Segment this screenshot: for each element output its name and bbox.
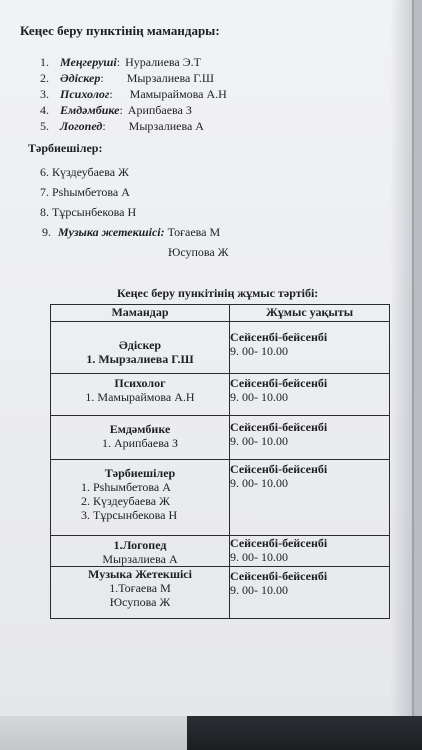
dark-surface — [187, 716, 422, 750]
staff-item-2: 2. Әдіскер: Мырзалиева Г.Ш — [40, 71, 214, 85]
schedule-table — [50, 304, 390, 619]
row-time: Сейсенбі-бейсенбі 9. 00- 10.00 — [230, 536, 390, 567]
row-time: Сейсенбі-бейсенбі 9. 00- 10.00 — [230, 322, 390, 374]
educator-item-7: 7. Рshымбетова А — [40, 185, 130, 199]
row-time: Сейсенбі-бейсенбі 9. 00- 10.00 — [230, 416, 390, 460]
table-row — [51, 416, 390, 460]
table-row — [51, 567, 390, 619]
header-work-time: Жұмыс уақыты — [230, 305, 390, 322]
row-specialist: 1.Логопед Мырзалиева А — [51, 536, 230, 567]
staff-item-4: 4. Емдәмбике: Арипбаева З — [40, 103, 192, 117]
educator-item-6: 6. Күздеубаева Ж — [40, 165, 129, 179]
table-row — [51, 322, 390, 374]
staff-item-3: 3. Психолог: Мамыраймова А.Н — [40, 87, 227, 101]
table-header-row — [51, 305, 390, 322]
staff-item-5: 5. Логопед: Мырзалиева А — [40, 119, 204, 133]
row-time: Сейсенбі-бейсенбі 9. 00- 10.00 — [230, 567, 390, 619]
staff-heading: Кеңес беру пунктінің мамандары: — [20, 23, 220, 38]
music-director-item: 9. Музыка жетекшісі: Тоғаева М — [42, 225, 221, 239]
table-row — [51, 374, 390, 416]
background-surface — [0, 716, 422, 750]
row-specialist: Әдіскер 1. Мырзалиева Г.Ш — [51, 322, 230, 374]
row-specialist: Емдәмбике 1. Арипбаева З — [51, 416, 230, 460]
row-time: Сейсенбі-бейсенбі 9. 00- 10.00 — [230, 374, 390, 416]
table-row — [51, 460, 390, 536]
staff-item-1: 1. Меңгеруші: Нуралиева Э.Т — [40, 55, 202, 69]
row-specialist: Психолог 1. Мамыраймова А.Н — [51, 374, 230, 416]
header-specialists: Мамандар — [51, 305, 230, 322]
row-time: Сейсенбі-бейсенбі 9. 00- 10.00 — [230, 460, 390, 536]
schedule-heading: Кеңес беру пункітінің жұмыс тәртібі: — [117, 286, 319, 300]
row-specialist: Музыка Жетекшісі 1.Тоғаева М Юсупова Ж — [51, 567, 230, 619]
page-edge-shadow — [390, 0, 412, 716]
row-specialist: Тәрбиешілер 1. Рshымбетова А 2. Күздеубаева Ж 3. Тұрсынбекова Н — [51, 460, 230, 536]
music-director-second: Юсупова Ж — [168, 245, 229, 259]
table-row — [51, 536, 390, 567]
educators-heading: Тәрбиешілер: — [28, 141, 103, 155]
educator-item-8: 8. Тұрсынбекова Н — [40, 205, 137, 219]
